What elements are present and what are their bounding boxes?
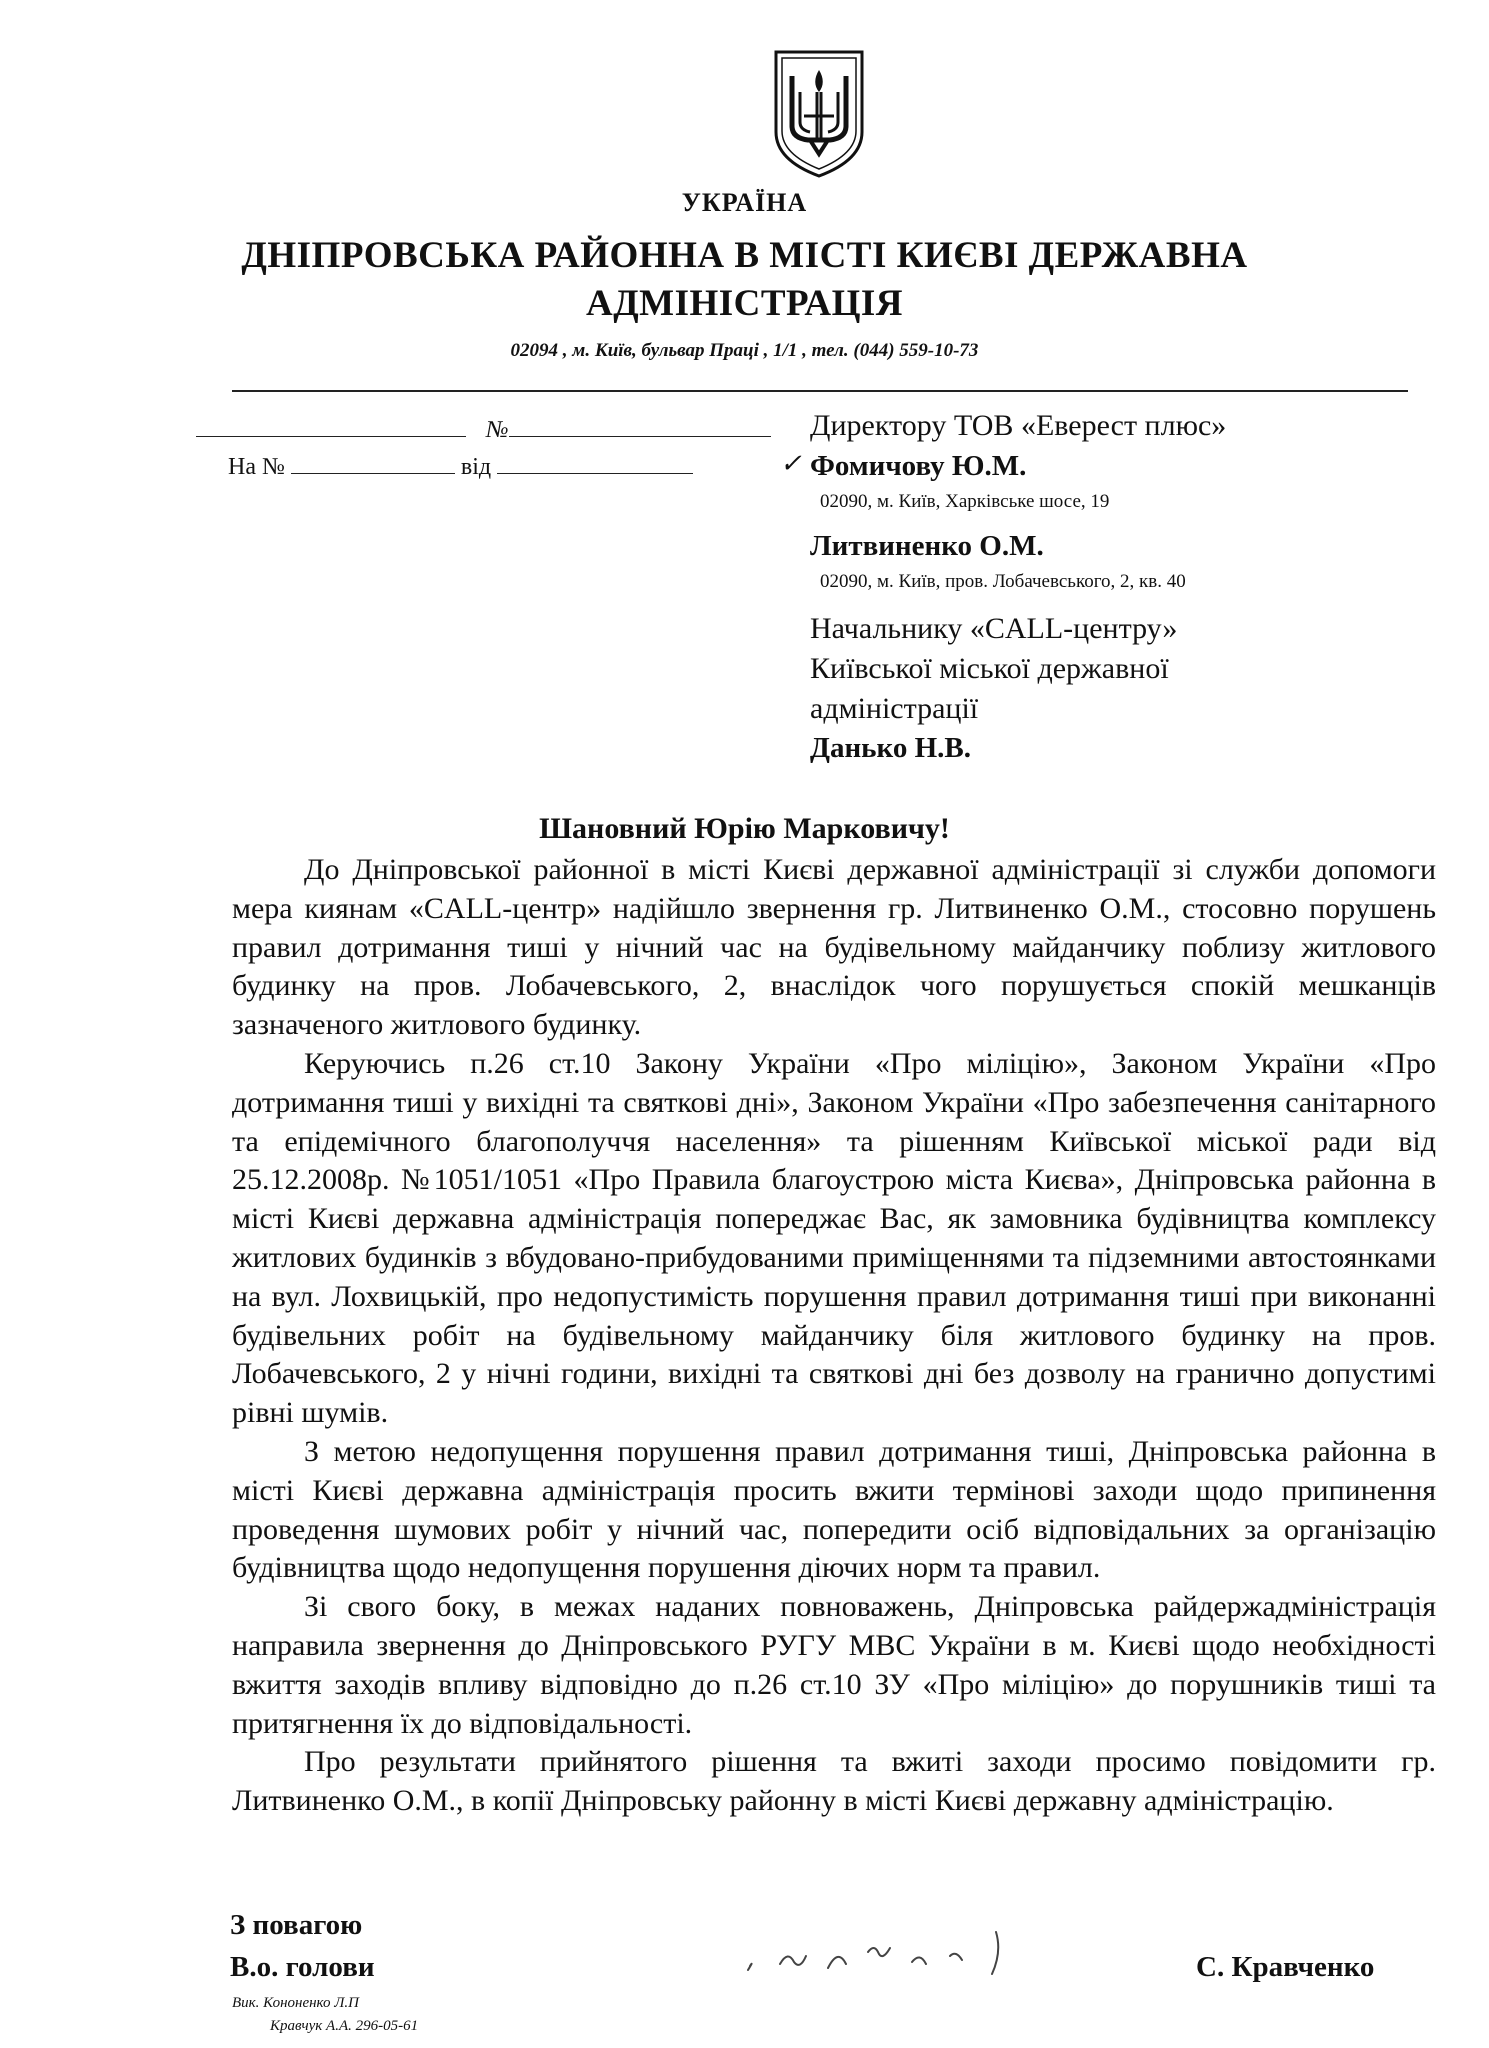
body-paragraph-5: Про результати прийнятого рішення та вжиті заходи просимо повідомити гр. Литвиненко О.М., в копії Дніпровську районну в місті Києві державну адміністрацію. <box>232 1745 1436 1818</box>
body-paragraph-3: З метою недопущення порушення правил дотримання тиші, Дніпровська районна в місті Києві державна адміністрація просить вжити термінові заходи щодо припинення проведення шумових робіт у нічний час, попередити осіб відповідальних за організацію будівництва щодо недопущення порушення діючих норм та правил. <box>232 1434 1436 1585</box>
header-divider <box>232 390 1408 392</box>
number-label: № <box>486 417 509 443</box>
reference-date-blank <box>497 451 693 474</box>
check-mark: ✓ <box>780 449 802 478</box>
number-blank <box>509 414 771 437</box>
recipient2-name: Литвиненко О.М. <box>810 530 1044 562</box>
body-paragraph-1: До Дніпровської районної в місті Києві державної адміністрації зі служби допомоги мера киянам «CALL-центр» надійшло звернення гр. Литвиненко О.М., стосовно порушень правил дотримання тиші у нічний час на будівельному майданчику поблизу житлового будинку на пров. Лобачевського, 2, внаслідок чого порушується спокій мешканців зазначеного житлового будинку. <box>232 853 1436 1042</box>
reference-number-blank <box>291 451 455 474</box>
signatory-name: С. Кравченко <box>1196 1951 1375 1983</box>
closing-phrase: З повагою <box>230 1909 363 1941</box>
body-paragraph-2: Керуючись п.26 ст.10 Закону України «Про міліцію», Законом України «Про дотримання тиші у вихідні та святкові дні», Законом України «Про забезпечення санітарного та епідемічного благополуччя населення» та рішенням Київської міської ради від 25.12.2008р. №1051/1051 «Про Правила благоустрою міста Києва», Дніпровська районна в місті Києві державна адміністрація попереджає Вас, як замовника будівництва комплексу житлових будинків з вбудовано-прибудованими приміщеннями та підземними автостоянками на вул. Лохвицькій, про недопустимість порушення правил дотримання тиші при виконанні будівельних робіт на будівельному майданчику біля житлового будинку на пров. Лобачевського, 2 у нічні години, вихідні та святкові дні без дозволу на гранично допустимі рівні шумів. <box>232 1046 1436 1430</box>
recipient1-name: Фомичову Ю.М. <box>810 450 1027 482</box>
from-label: від <box>460 454 492 480</box>
handwritten-signature <box>740 1912 1040 1982</box>
recipient1-address: 02090, м. Київ, Харківське шосе, 19 <box>820 491 1110 512</box>
salutation: Шановний Юрію Марковичу! <box>539 812 950 845</box>
reference-line <box>228 451 693 481</box>
trident-emblem-icon <box>770 48 868 180</box>
recipient2-address: 02090, м. Київ, пров. Лобачевського, 2, кв. 40 <box>820 571 1186 592</box>
reference-label: На № <box>228 454 285 480</box>
recipient3-line3: адміністрації <box>810 692 979 725</box>
executor-contact-line: Кравчук А.А. 296-05-61 <box>270 2018 419 2034</box>
recipient3-name: Данько Н.В. <box>810 732 971 764</box>
letter-body <box>232 851 1436 1821</box>
body-paragraph-4: Зі свого боку, в межах наданих повноважень, Дніпровська райдержадміністрація направила звернення до Дніпровського РУГУ МВС України в м. Києві щодо необхідності вжиття заходів впливу відповідно до п.26 ст.10 ЗУ «Про міліцію» до порушників тиші та притягнення їх до відповідальності. <box>232 1590 1436 1740</box>
executor-line: Вик. Кононенко Л.П <box>232 1995 359 2011</box>
organization-name-line2: АДМІНІСТРАЦІЯ <box>585 283 904 324</box>
country-name: УКРАЇНА <box>681 188 808 217</box>
organization-address: 02094 , м. Київ, бульвар Праці , 1/1 , тел. (044) 559-10-73 <box>510 340 979 361</box>
recipient3-line1: Начальнику «CALL-центру» <box>810 612 1178 645</box>
signatory-position: В.о. голови <box>230 1951 375 1983</box>
organization-name-line1: ДНІПРОВСЬКА РАЙОННА В МІСТІ КИЄВІ ДЕРЖАВНА <box>241 235 1248 276</box>
recipient1-title: Директору ТОВ «Еверест плюс» <box>810 409 1227 442</box>
recipient3-line2: Київської міської державної <box>810 652 1169 685</box>
outgoing-number-line <box>196 414 771 444</box>
date-blank <box>196 414 466 437</box>
